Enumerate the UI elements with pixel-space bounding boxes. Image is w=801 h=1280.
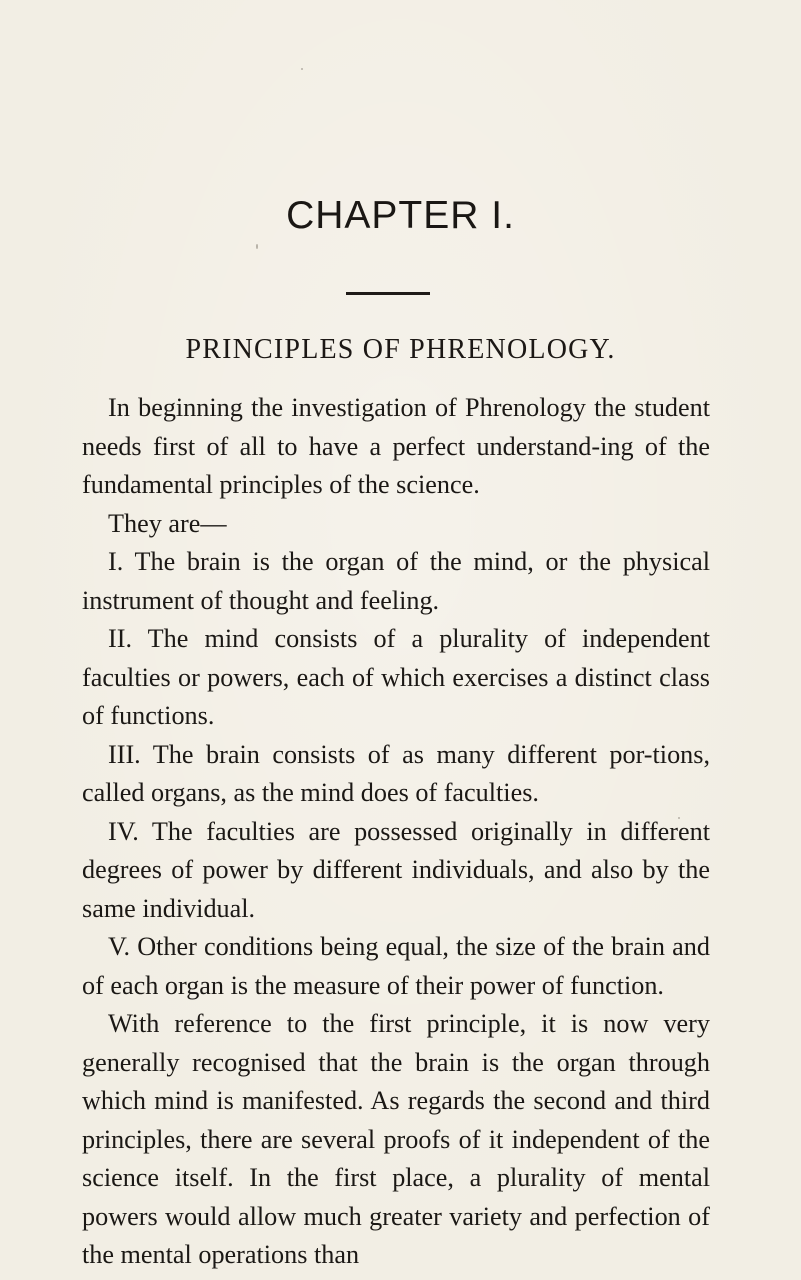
body-text (82, 389, 710, 1275)
chapter-heading: CHAPTER I. (286, 194, 515, 237)
paper-speck (301, 68, 303, 70)
section-title: PRINCIPLES OF PHRENOLOGY. (185, 334, 616, 365)
principle-2: II. The mind consists of a plurality of independent faculties or powers, each of which exercises a distinct class of functions. (82, 624, 710, 730)
principle-3: III. The brain consists of as many different por-tions, called organs, as the mind does of faculties. (82, 739, 710, 807)
paragraph-intro: In beginning the investigation of Phrenology the student needs first of all to have a perfect understand-ing of the fundamental principles of the science. (82, 393, 710, 499)
heading-divider-rule (346, 292, 430, 295)
principle-1: I. The brain is the organ of the mind, or the physical instrument of thought and feeling. (82, 547, 710, 615)
paragraph-they-are: They are— (108, 508, 227, 538)
principle-4: IV. The faculties are possessed originally in different degrees of power by different individuals, and also by the same individual. (82, 816, 710, 923)
paper-speck (678, 817, 680, 819)
paper-speck (256, 244, 258, 249)
paragraph-discussion: With reference to the first principle, it is now very generally recognised that the brain is the organ through which mind is manifested. As regards the second and third principles, there are several proofs of it independent of the science itself. In the first place, a plurality of mental powers would allow much greater variety and perfection of the mental operations than (82, 1009, 710, 1269)
principle-5: V. Other conditions being equal, the size of the brain and of each organ is the measure of their power of function. (82, 932, 710, 1000)
